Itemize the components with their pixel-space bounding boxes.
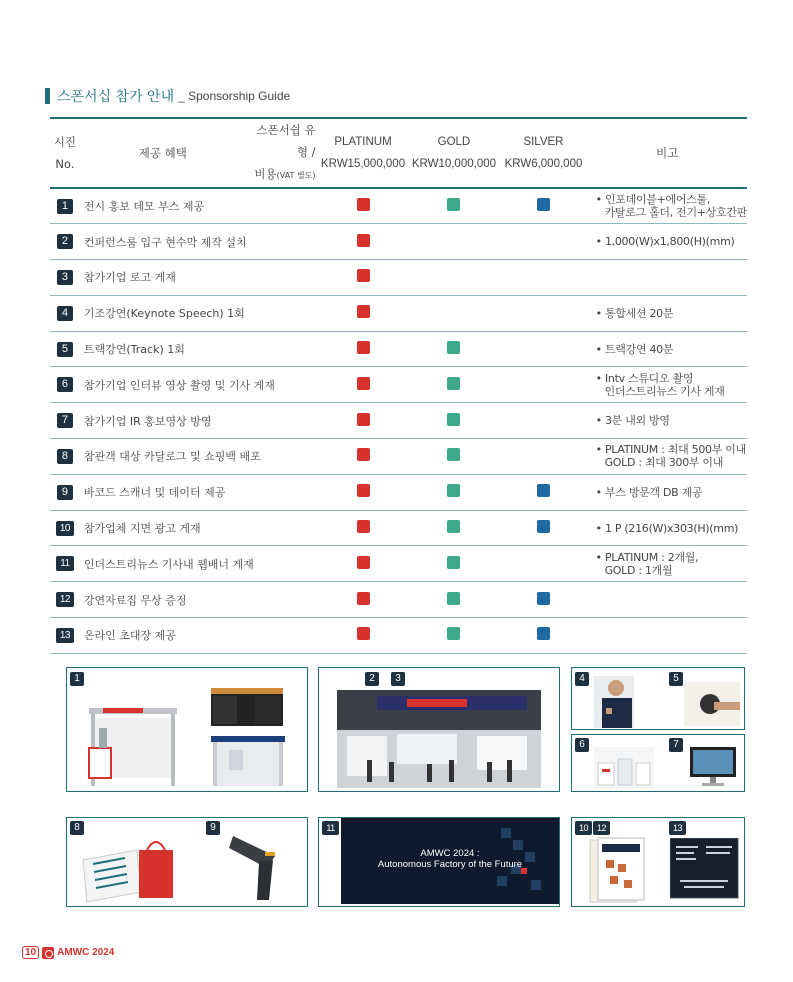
check-icon [537,484,550,497]
section-title [45,86,290,106]
silver-check-cell [499,188,587,224]
gold-check-cell [408,403,499,439]
silver-check-cell [499,546,587,582]
row-number-badge: 2 [57,234,73,249]
row-number-badge: 11 [56,556,74,571]
microphone-image [684,682,740,726]
section-title-en: _ Sponsorship Guide [178,89,291,103]
row-number-badge: 8 [57,449,73,464]
note-cell [588,188,747,224]
note-line: • 통합세션 20분 [596,307,747,320]
benefit-cell: 참관객 대상 카달로그 및 쇼핑백 배포 [80,439,318,475]
silver-check-cell [499,582,587,618]
booth-image [79,688,304,790]
barcode-scanner-image [225,828,291,904]
row-number-badge: 3 [57,270,73,285]
benefit-cell: 인더스트리뉴스 기사내 웹배너 게재 [80,546,318,582]
check-icon [447,413,460,426]
photo-badge: 13 [669,821,686,835]
gold-check-cell [408,224,499,260]
note-cell [588,224,747,260]
benefit-cell: 바코드 스캐너 및 데이터 제공 [80,474,318,510]
photo-badge: 5 [669,672,683,686]
platinum-check-cell [318,188,409,224]
brochure-image [586,836,648,906]
row-number-cell [50,188,80,224]
row-number-cell [50,331,80,367]
photo-badge: 4 [575,672,589,686]
section-title-ko: 스폰서십 참가 안내 [57,89,175,105]
check-icon [357,198,370,211]
row-number-cell [50,367,80,403]
header-no-line2: No. [55,157,75,171]
page-number: 10 [22,946,39,959]
photo-badge: 2 [365,672,379,686]
note-line: • 인포데이블+에어스툴, [596,193,747,206]
photo-badge: 10 [575,821,592,835]
header-platinum [318,118,409,188]
note-cell [588,474,747,510]
note-cell [588,618,747,654]
note-line: • 부스 방문객 DB 제공 [596,486,747,499]
gold-check-cell [408,510,499,546]
platinum-check-cell [318,403,409,439]
table-row [50,582,747,618]
row-number-badge: 12 [56,592,74,607]
note-cell [588,546,747,582]
platinum-check-cell [318,546,409,582]
table-row [50,618,747,654]
check-icon [447,377,460,390]
photo-badge: 11 [322,821,339,835]
row-number-cell [50,618,80,654]
web-banner-image [341,818,559,904]
benefit-cell: 참가기업 IR 홍보영상 방영 [80,403,318,439]
note-cell [588,582,747,618]
header-no [50,118,80,188]
note-cell [588,510,747,546]
header-silver [499,118,587,188]
photo-badge: 6 [575,738,589,752]
note-line: • PLATINUM : 최대 500부 이내 [596,443,747,456]
note-cell [588,331,747,367]
check-icon [447,520,460,533]
benefit-cell: 온라인 초대장 제공 [80,618,318,654]
header-gold [408,118,499,188]
invitation-image [670,838,740,900]
footer-brand: AMWC 2024 [57,947,115,958]
gold-check-cell [408,618,499,654]
header-vat: (VAT 별도) [276,171,316,180]
header-benefit: 제공 혜택 [80,118,246,188]
silver-name: SILVER [523,136,564,148]
header-type-line1: 스폰서쉽 유형 / [256,123,316,159]
header-type [246,118,318,188]
gold-name: GOLD [437,136,471,148]
check-icon [357,305,370,318]
table-row [50,260,747,296]
note-line: • PLATINUM : 2개월, [596,551,747,564]
gold-check-cell [408,295,499,331]
silver-check-cell [499,295,587,331]
photo-badge: 9 [206,821,220,835]
studio-image [594,747,654,789]
row-number-cell [50,224,80,260]
note-line: • 3분 내외 방영 [596,414,747,427]
row-number-cell [50,510,80,546]
row-number-cell [50,546,80,582]
platinum-check-cell [318,439,409,475]
silver-check-cell [499,367,587,403]
row-number-cell [50,260,80,296]
note-cell [588,439,747,475]
table-row [50,224,747,260]
platinum-check-cell [318,618,409,654]
note-cell [588,403,747,439]
platinum-check-cell [318,474,409,510]
platinum-name: PLATINUM [334,136,392,148]
check-icon [357,592,370,605]
benefit-cell: 참가기업 인터뷰 영상 촬영 및 기사 게재 [80,367,318,403]
row-number-badge: 13 [56,628,74,643]
gold-check-cell [408,188,499,224]
platinum-check-cell [318,260,409,296]
note-cell [588,367,747,403]
photo-box-keynote [571,667,745,730]
platinum-check-cell [318,510,409,546]
benefit-cell: 컨퍼런스룸 입구 현수막 제작 설치 [80,224,318,260]
amwc-logo-icon [42,947,54,959]
row-number-badge: 4 [57,306,73,321]
sponsorship-table [50,117,747,654]
check-icon [357,341,370,354]
benefit-cell: 강연자료집 무상 증정 [80,582,318,618]
note-line: • Intv 스튜디오 촬영 [596,372,747,385]
check-icon [357,484,370,497]
photo-box-catalog [66,817,308,907]
check-icon [447,556,460,569]
silver-check-cell [499,618,587,654]
silver-check-cell [499,474,587,510]
check-icon [537,198,550,211]
table-header-row [50,118,747,188]
row-number-cell [50,403,80,439]
row-number-cell [50,439,80,475]
row-number-cell [50,295,80,331]
photo-box-print [571,817,745,907]
check-icon [357,377,370,390]
page-footer [22,946,114,959]
platinum-check-cell [318,295,409,331]
check-icon [537,627,550,640]
note-line: GOLD : 최대 300부 이내 [604,456,724,470]
silver-check-cell [499,439,587,475]
photo-box-webbanner [318,817,560,907]
photo-box-interview [571,734,745,792]
platinum-check-cell [318,582,409,618]
table-row [50,295,747,331]
silver-check-cell [499,224,587,260]
gold-check-cell [408,260,499,296]
benefit-cell: 트랙강연(Track) 1회 [80,331,318,367]
check-icon [447,198,460,211]
header-note: 비고 [588,118,747,188]
row-number-badge: 1 [57,199,73,214]
table-row [50,367,747,403]
title-accent-bar [45,88,50,104]
photo-badge: 7 [669,738,683,752]
photo-badge: 1 [70,672,84,686]
table-row [50,510,747,546]
platinum-price: KRW15,000,000 [320,158,406,170]
photo-badge: 3 [391,672,405,686]
note-line: GOLD : 1개월 [604,563,673,577]
gold-price: KRW10,000,000 [411,158,497,170]
photo-badge: 12 [593,821,610,835]
row-number-badge: 5 [57,342,73,357]
row-number-cell [50,474,80,510]
banner-line2: Autonomous Factory of the Future [377,859,523,870]
check-icon [357,627,370,640]
table-row [50,546,747,582]
check-icon [447,484,460,497]
monitor-image [688,745,738,789]
platinum-check-cell [318,224,409,260]
row-number-badge: 7 [57,413,73,428]
table-row [50,188,747,224]
gold-check-cell [408,546,499,582]
silver-check-cell [499,510,587,546]
catalog-bag-image [77,830,187,906]
photo-badge: 8 [70,821,84,835]
check-icon [357,520,370,533]
check-icon [357,413,370,426]
note-line: • 1 P (216(W)x303(H)(mm) [596,522,747,535]
benefit-cell: 참가기업 로고 게재 [80,260,318,296]
header-no-line1: 시진 [53,135,77,149]
gold-check-cell [408,474,499,510]
gold-check-cell [408,331,499,367]
note-line: • 트랙강연 40분 [596,343,747,356]
check-icon [357,556,370,569]
header-type-line2: 비용 [254,167,277,181]
row-number-cell [50,582,80,618]
check-icon [447,341,460,354]
silver-check-cell [499,403,587,439]
benefit-cell: 참가업체 지면 광고 게재 [80,510,318,546]
silver-price: KRW6,000,000 [504,158,583,170]
photo-box-booth [66,667,308,792]
platinum-check-cell [318,367,409,403]
note-cell [588,295,747,331]
check-icon [447,592,460,605]
gold-check-cell [408,582,499,618]
gold-check-cell [408,439,499,475]
check-icon [357,448,370,461]
speaker-image [594,676,634,728]
note-cell [588,260,747,296]
row-number-badge: 9 [57,485,73,500]
banner-text [341,848,559,870]
silver-check-cell [499,260,587,296]
photo-box-conference [318,667,560,792]
note-line: • 1,000(W)x1,800(H)(mm) [596,235,747,248]
note-line: 인더스트리뉴스 기사 게재 [604,384,725,398]
check-icon [537,520,550,533]
check-icon [357,234,370,247]
table-row [50,403,747,439]
row-number-badge: 6 [57,377,73,392]
silver-check-cell [499,331,587,367]
banner-line1: AMWC 2024 : [420,848,480,859]
row-number-badge: 10 [56,521,74,536]
table-row [50,439,747,475]
conference-image [337,690,541,788]
table-body [50,188,747,653]
note-line: 카탈로그 홀더, 전기+상호간판 [604,206,747,220]
table-row [50,331,747,367]
benefit-cell: 기조강연(Keynote Speech) 1회 [80,295,318,331]
table-row [50,474,747,510]
platinum-check-cell [318,331,409,367]
check-icon [447,448,460,461]
gold-check-cell [408,367,499,403]
benefit-cell: 전시 홍보 데모 부스 제공 [80,188,318,224]
check-icon [447,627,460,640]
check-icon [537,592,550,605]
check-icon [357,269,370,282]
